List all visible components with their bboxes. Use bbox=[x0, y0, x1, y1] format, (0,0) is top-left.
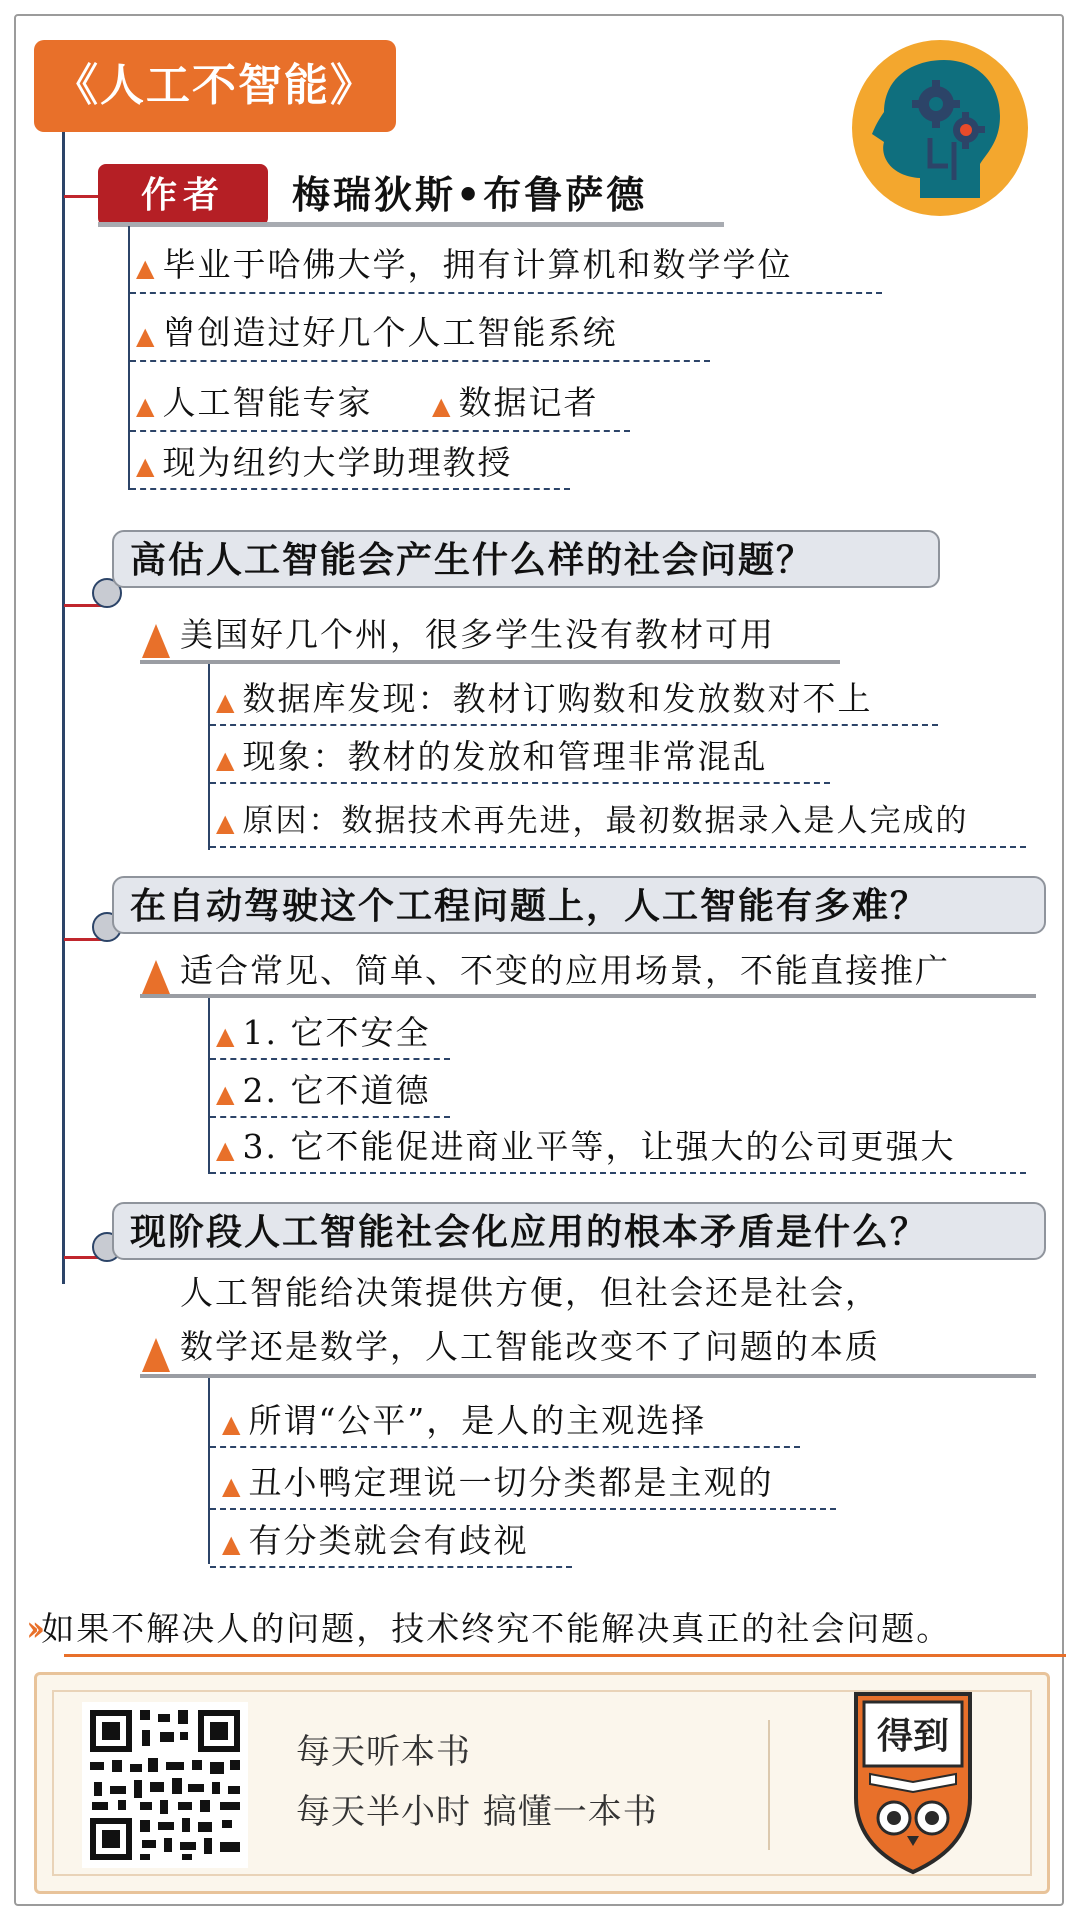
triangle-icon: ▲ bbox=[222, 1472, 243, 1500]
section-3-branch bbox=[208, 1378, 210, 1564]
divider bbox=[210, 1508, 836, 1510]
divider bbox=[130, 360, 710, 362]
divider bbox=[130, 430, 630, 432]
section-1-summary-underline bbox=[140, 660, 840, 664]
triangle-icon: ▲ bbox=[222, 1530, 243, 1558]
conclusion: ›› 如果不解决人的问题，技术终究不能解决真正的社会问题。 bbox=[26, 1609, 952, 1649]
logo-text: 得到 bbox=[876, 1715, 950, 1757]
section-2-branch bbox=[208, 998, 210, 1174]
triangle-icon: ▲ bbox=[216, 746, 237, 774]
triangle-icon: ▲ bbox=[432, 392, 453, 420]
divider bbox=[210, 1172, 1026, 1174]
divider bbox=[210, 846, 1026, 848]
section-2-point-3: ▲ 3. 它不能促进商业平等，让强大的公司更强大 bbox=[216, 1127, 956, 1166]
divider bbox=[210, 1116, 450, 1118]
section-1-summary: 美国好几个州，很多学生没有教材可用 bbox=[180, 615, 775, 654]
section-1-point-2: ▲ 现象：教材的发放和管理非常混乱 bbox=[216, 737, 768, 776]
section-2-question: 在自动驾驶这个工程问题上，人工智能有多难？ bbox=[112, 876, 1046, 934]
divider bbox=[210, 1058, 450, 1060]
section-2-point-1: ▲ 1. 它不安全 bbox=[216, 1013, 431, 1052]
triangle-icon bbox=[142, 1338, 170, 1372]
author-underline bbox=[98, 222, 724, 227]
author-branch bbox=[128, 226, 130, 490]
section-2-summary: 适合常见、简单、不变的应用场景，不能直接推广 bbox=[180, 951, 950, 990]
triangle-icon: ▲ bbox=[216, 1080, 237, 1108]
divider bbox=[130, 292, 882, 294]
slogan-line-2: 每天半小时 搞懂一本书 bbox=[296, 1792, 658, 1832]
section-3-summary-line-1: 人工智能给决策提供方便，但社会还是社会， bbox=[180, 1273, 880, 1312]
section-1-point-3: ▲ 原因：数据技术再先进，最初数据录入是人完成的 bbox=[216, 803, 969, 839]
triangle-icon bbox=[142, 624, 170, 658]
author-fact-5: ▲ 现为纽约大学助理教授 bbox=[136, 443, 513, 482]
dedao-owl-logo-icon[interactable] bbox=[852, 1690, 974, 1876]
section-3-point-3: ▲ 有分类就会有歧视 bbox=[222, 1521, 529, 1560]
author-tag: 作者 bbox=[98, 164, 268, 226]
triangle-icon: ▲ bbox=[136, 322, 157, 350]
author-fact-1: ▲ 毕业于哈佛大学，拥有计算机和数学学位 bbox=[136, 245, 793, 284]
author-fact-2: ▲ 曾创造过好几个人工智能系统 bbox=[136, 313, 618, 352]
section-3-summary-line-2: 数学还是数学，人工智能改变不了问题的本质 bbox=[180, 1327, 880, 1366]
divider bbox=[130, 488, 570, 490]
section-1-point-1: ▲ 数据库发现：教材订购数和发放数对不上 bbox=[216, 679, 873, 718]
divider bbox=[210, 782, 830, 784]
triangle-icon: ▲ bbox=[136, 452, 157, 480]
mindmap-trunk bbox=[62, 132, 65, 1284]
section-3-question: 现阶段人工智能社会化应用的根本矛盾是什么？ bbox=[112, 1202, 1046, 1260]
section-2-point-2: ▲ 2. 它不道德 bbox=[216, 1071, 431, 1110]
conclusion-underline bbox=[64, 1654, 1066, 1657]
section-3-point-2: ▲ 丑小鸭定理说一切分类都是主观的 bbox=[222, 1463, 774, 1502]
triangle-icon: ▲ bbox=[216, 1136, 237, 1164]
double-chevron-icon: ›› bbox=[26, 1609, 38, 1649]
triangle-icon: ▲ bbox=[136, 392, 157, 420]
divider bbox=[210, 1446, 800, 1448]
slogan-line-1: 每天听本书 bbox=[296, 1732, 471, 1772]
triangle-icon: ▲ bbox=[136, 254, 157, 282]
author-fact-3: ▲ 人工智能专家 bbox=[136, 383, 373, 422]
triangle-icon: ▲ bbox=[222, 1410, 243, 1438]
triangle-icon: ▲ bbox=[216, 1022, 237, 1050]
author-fact-4: ▲ 数据记者 bbox=[432, 383, 599, 422]
triangle-icon bbox=[142, 960, 170, 994]
section-3-summary-underline bbox=[140, 1374, 1036, 1378]
author-name: 梅瑞狄斯•布鲁萨德 bbox=[292, 172, 648, 217]
section-2-summary-underline bbox=[140, 994, 1036, 998]
triangle-icon: ▲ bbox=[216, 688, 237, 716]
qr-code-icon[interactable] bbox=[82, 1702, 248, 1868]
divider bbox=[210, 1566, 572, 1568]
divider bbox=[210, 724, 938, 726]
head-gears-icon bbox=[850, 38, 1030, 218]
section-1-question: 高估人工智能会产生什么样的社会问题？ bbox=[112, 530, 940, 588]
footer-separator bbox=[768, 1720, 770, 1850]
section-3-point-1: ▲ 所谓“公平”，是人的主观选择 bbox=[222, 1401, 707, 1440]
triangle-icon: ▲ bbox=[216, 809, 237, 837]
book-title: 《人工不智能》 bbox=[34, 40, 396, 132]
section-1-branch bbox=[208, 664, 210, 850]
